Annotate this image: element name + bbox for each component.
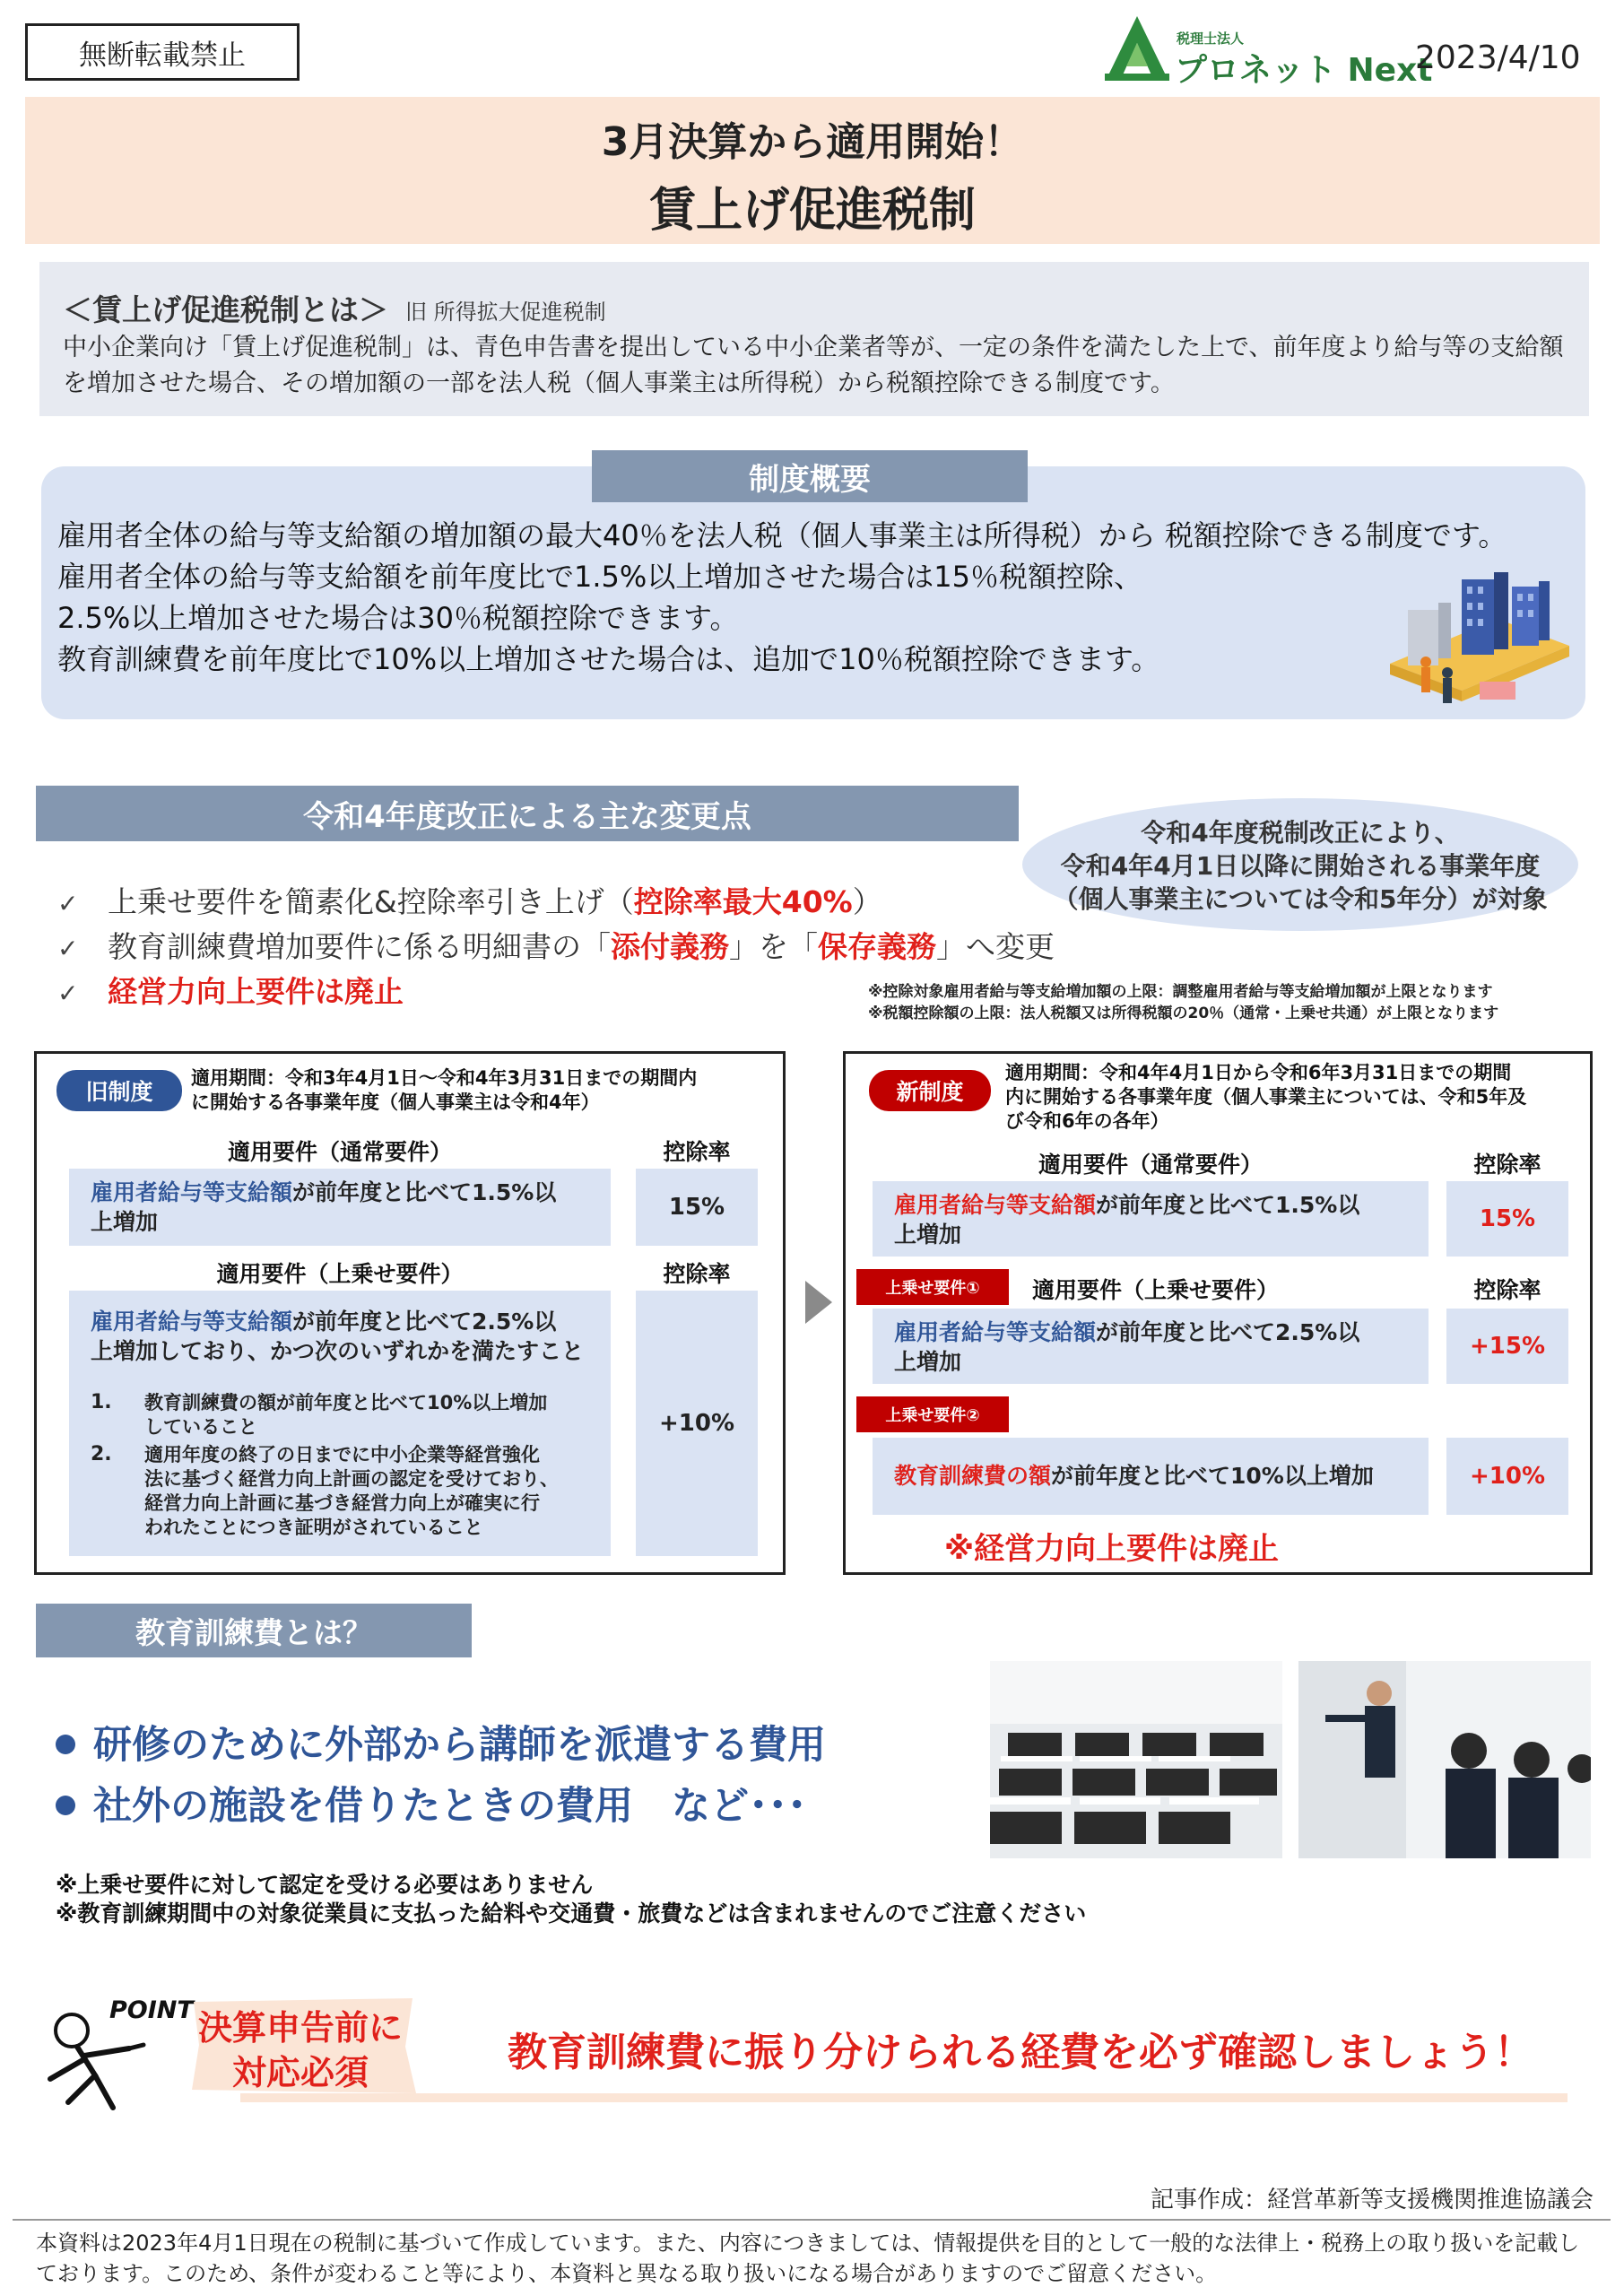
change-highlight: 控除率最大40%	[633, 884, 853, 919]
check-icon: ✓	[57, 978, 79, 1008]
intro-body: 中小企業向け「賃上げ促進税制」は、青色申告書を提出している中小企業者等が、一定の条件を満たした上で、前年度より給与等の支給額を増加させた場合、その増加額の一部を法人税（個人事業主は所得税）から税額控除できる制度です。	[63, 334, 1564, 397]
change-item-2	[57, 924, 1055, 966]
old-extra-rate: +10%	[636, 1291, 758, 1556]
point-label: POINT	[109, 1996, 194, 2024]
new-normal-rate: 15%	[1446, 1181, 1568, 1257]
disclaimer: 本資料は2023年4月1日現在の税制に基づいて作成しています。また、内容につきましては、情報提供を目的として一般的な法律上・税務上の取り扱いを記載しております。このため、条件が変わること等により、本資料と異なる取り扱いになる場合がありますのでご留意ください。	[36, 2231, 1580, 2286]
old-extra-cell	[69, 1291, 611, 1556]
cond-text: 上増加	[894, 1349, 962, 1375]
bullet-dot-icon	[56, 1735, 75, 1754]
new-extra2-cell	[873, 1438, 1429, 1515]
new-rate-head: 控除率	[1473, 1152, 1541, 1178]
limit-note: ※控除対象雇用者給与等支給増加額の上限：調整雇用者給与等支給増加額が上限となります	[868, 983, 1493, 1001]
abolished-note: ※経営力向上要件は廃止	[944, 1531, 1280, 1567]
old-rate-head-2: 控除率	[663, 1261, 731, 1287]
old-normal-rate: 15%	[636, 1169, 758, 1246]
old-period-line: に開始する各事業年度（個人事業主は令和4年）	[191, 1091, 600, 1113]
new-period	[1005, 1061, 1526, 1134]
old-sub2-line: 適用年度の終了の日までに中小企業等経営強化	[144, 1444, 540, 1465]
new-period-line: び令和6年の各年）	[1005, 1110, 1169, 1132]
cond-text: が前年度と比べて2.5%以	[1096, 1319, 1360, 1345]
overview-text	[57, 515, 1507, 680]
applicability-line: 令和4年4月1日以降に開始される事業年度	[1060, 851, 1541, 881]
applicability-line: （個人事業主については令和5年分）が対象	[1053, 884, 1548, 914]
logo-name: プロネット Next	[1175, 52, 1433, 89]
training-note-1: ※上乗せ要件に対して認定を受ける必要はありません	[56, 1872, 594, 1898]
point-callout	[188, 2005, 413, 2095]
point-callout-line: 決算申告前に	[197, 2008, 403, 2048]
cond-text: が前年度と比べて1.5%以	[292, 1179, 557, 1205]
old-sub2-line: 経営力向上計画に基づき経営力向上が確実に行	[144, 1492, 540, 1514]
page-title: 賃上げ促進税制	[648, 184, 976, 238]
lecture-seminar-photo	[1298, 1661, 1591, 1858]
old-normal-head: 適用要件（通常要件）	[227, 1139, 452, 1165]
bullet-text: 社外の施設を借りたときの費用 など･･･	[93, 1784, 807, 1829]
change-highlight: 保存義務	[818, 929, 936, 964]
old-sub1-line: 教育訓練費の額が前年度と比べて10%以上増加	[144, 1392, 548, 1413]
extra-requirement-tag-2: 上乗せ要件②	[856, 1396, 1009, 1432]
new-period-line: 適用期間：令和4年4月1日から令和6年3月31日までの期間	[1005, 1062, 1512, 1083]
training-note-2: ※教育訓練期間中の対象従業員に支払った給料や交通費・旅費などは含まれませんのでご注意ください	[56, 1900, 1087, 1926]
old-sub2	[144, 1443, 559, 1540]
applicability-ellipse	[1022, 798, 1578, 931]
change-text: 」を「	[729, 929, 818, 964]
extra-requirement-tag-1: 上乗せ要件①	[856, 1269, 1009, 1305]
limit-notes	[868, 981, 1498, 1024]
change-text: ）	[852, 884, 882, 919]
old-sub2-line: われたことにつき証明がされていること	[144, 1517, 483, 1538]
cond-text: 上増加	[91, 1209, 159, 1235]
no-reprint-stamp: 無断転載禁止	[25, 23, 300, 81]
old-sub2-line: 法に基づく経営力向上計画の認定を受けており、	[144, 1468, 559, 1490]
overview-line: 雇用者全体の給与等支給額の増加額の最大40％を法人税（個人事業主は所得税）から 税額控除できる制度です。	[57, 518, 1507, 552]
logo-subtitle: 税理士法人	[1177, 30, 1245, 47]
change-highlight: 添付義務	[611, 929, 729, 964]
overview-line: 教育訓練費を前年度比で10%以上増加させた場合は、追加で10％税額控除できます。	[57, 642, 1160, 676]
change-item-3	[57, 969, 404, 1011]
limit-note: ※税額控除額の上限：法人税額又は所得税額の20％（通常・上乗せ共通）が上限となります	[868, 1004, 1499, 1022]
page-subtitle: 3月決算から適用開始！	[601, 119, 1024, 165]
new-system-box	[843, 1051, 1593, 1575]
overview-badge: 制度概要	[592, 450, 1028, 502]
old-system-box	[34, 1051, 786, 1575]
overview-line: 2.5%以上増加させた場合は30％税額控除できます。	[57, 601, 739, 635]
check-icon: ✓	[57, 934, 79, 963]
cond-term: 雇用者給与等支給額	[91, 1179, 293, 1205]
cond-term: 雇用者給与等支給額	[91, 1309, 293, 1335]
footer-divider	[13, 2219, 1611, 2221]
training-bullet-1	[56, 1715, 826, 1770]
new-extra2-condition	[894, 1461, 1423, 1491]
change-item-1	[57, 879, 882, 921]
publish-date: 2023/4/10	[1415, 39, 1581, 76]
change-text: 」へ変更	[936, 929, 1055, 964]
point-underline	[240, 2093, 1568, 2102]
change-text: 教育訓練費増加要件に係る明細書の「	[108, 929, 611, 964]
new-rate-head-2: 控除率	[1473, 1277, 1541, 1303]
empty-seminar-room-photo	[990, 1661, 1282, 1858]
arrow-right-icon	[805, 1281, 832, 1324]
old-normal-condition	[91, 1178, 593, 1237]
applicability-line: 令和4年度税制改正により、	[1141, 818, 1460, 848]
old-period-line: 適用期間：令和3年4月1日～令和4年3月31日までの期間内	[191, 1067, 698, 1089]
point-callout-line: 対応必須	[231, 2053, 369, 2092]
new-extra-head: 適用要件（上乗せ要件）	[1032, 1277, 1280, 1303]
logo-mark-icon	[1101, 11, 1173, 86]
cond-term: 雇用者給与等支給額	[894, 1192, 1097, 1218]
cond-term: 教育訓練費の額	[894, 1463, 1052, 1489]
point-message: 教育訓練費に振り分けられる経費を必ず確認しましょう！	[508, 2030, 1533, 2075]
old-sub1-number: 1.	[91, 1391, 112, 1413]
cond-term: 雇用者給与等支給額	[894, 1319, 1097, 1345]
old-system-pill: 旧制度	[56, 1070, 182, 1111]
old-period	[191, 1066, 697, 1115]
new-normal-cell	[873, 1181, 1429, 1257]
training-badge: 教育訓練費とは？	[36, 1604, 472, 1657]
intro-heading: ＜賃上げ促進税制とは＞	[63, 292, 388, 327]
cond-text: 上増加	[894, 1222, 962, 1248]
old-normal-cell	[69, 1169, 611, 1246]
new-extra1-condition	[894, 1318, 1414, 1377]
changes-badge: 令和4年度改正による主な変更点	[36, 786, 1019, 841]
old-sub1-line: していること	[144, 1416, 257, 1438]
cond-text: 上増加しており、かつ次のいずれかを満たすこと	[91, 1338, 585, 1364]
new-system-pill: 新制度	[869, 1070, 991, 1111]
business-city-illustration	[1372, 556, 1578, 718]
old-extra-head: 適用要件（上乗せ要件）	[216, 1261, 464, 1287]
old-sub2-number: 2.	[91, 1443, 112, 1465]
title-band	[25, 97, 1600, 244]
new-period-line: 内に開始する各事業年度（個人事業主については、令和5年及	[1005, 1086, 1527, 1108]
applicability-text	[1022, 816, 1578, 916]
bullet-dot-icon	[56, 1796, 75, 1815]
change-text: 上乗せ要件を簡素化&控除率引き上げ（	[108, 884, 634, 919]
new-extra1-cell	[873, 1309, 1429, 1384]
old-sub1	[144, 1391, 547, 1439]
cond-text: が前年度と比べて10%以上増加	[1051, 1463, 1374, 1489]
check-icon: ✓	[57, 889, 79, 918]
cond-text: が前年度と比べて2.5%以	[292, 1309, 557, 1335]
overview-line: 雇用者全体の給与等支給額を前年度比で1.5%以上増加させた場合は15％税額控除、	[57, 560, 1143, 594]
new-normal-condition	[894, 1190, 1414, 1249]
article-author: 記事作成：経営革新等支援機関推進協議会	[1150, 2187, 1594, 2213]
old-rate-head: 控除率	[663, 1139, 731, 1165]
bullet-text: 研修のために外部から講師を派遣する費用	[93, 1723, 826, 1768]
new-extra2-rate: +10%	[1446, 1438, 1568, 1515]
new-normal-head: 適用要件（通常要件）	[1038, 1152, 1263, 1178]
new-extra1-rate: +15%	[1446, 1309, 1568, 1384]
intro-box	[39, 262, 1589, 416]
training-bullet-2	[56, 1776, 807, 1831]
cond-text: が前年度と比べて1.5%以	[1096, 1192, 1360, 1218]
old-extra-condition	[91, 1307, 602, 1366]
change-highlight: 経営力向上要件は廃止	[108, 974, 404, 1009]
intro-old-name: 旧 所得拡大促進税制	[405, 300, 606, 325]
